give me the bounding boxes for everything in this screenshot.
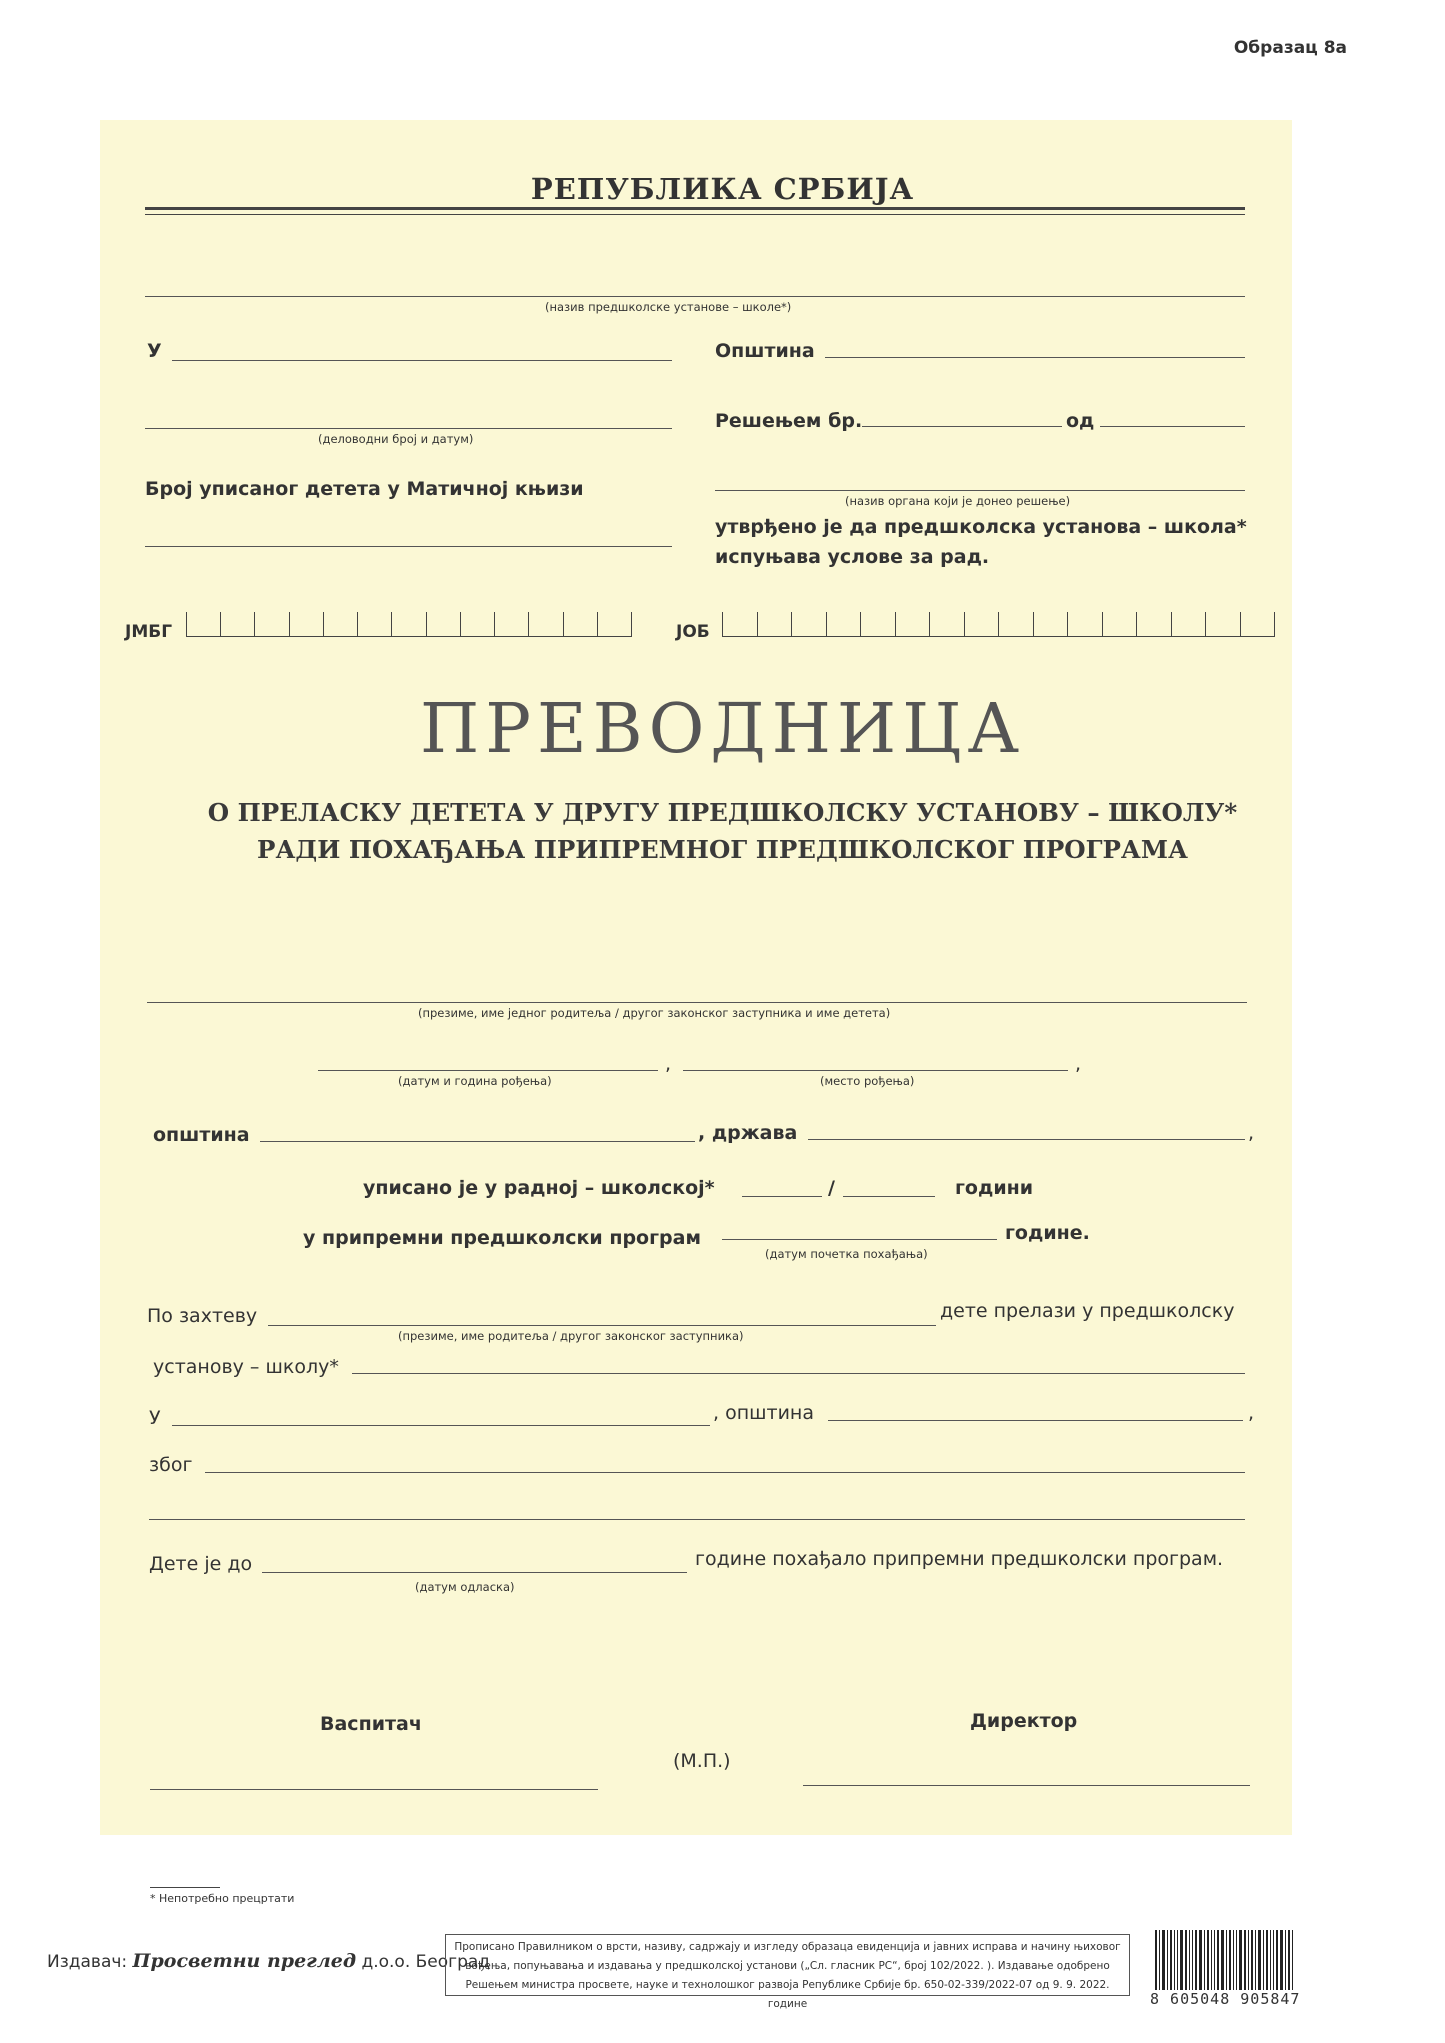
teacher-label: Васпитач <box>320 1713 422 1735</box>
publisher-prefix: Издавач: <box>47 1952 128 1972</box>
decision-label: Решењем бр. <box>715 410 863 432</box>
state-line[interactable] <box>808 1139 1245 1140</box>
registry-label: Број уписаног детета у Матичној књизи <box>145 478 584 500</box>
established-line-1: утврђено је да предшколска установа – школа* <box>715 516 1247 538</box>
director-label: Директор <box>970 1710 1078 1732</box>
decision-date-line[interactable] <box>1100 426 1245 427</box>
subtitle-line-1: О ПРЕЛАСКУ ДЕТЕТА У ДРУГУ ПРЕДШКОЛСКУ УСТАНОВУ – ШКОЛУ* <box>207 798 1238 827</box>
new-municipality-comma: , <box>1248 1402 1255 1424</box>
established-line-2: испуњава услове за рад. <box>715 546 990 568</box>
child-name-line[interactable] <box>147 1002 1247 1003</box>
publisher-suffix: д.о.о. Београд <box>361 1952 491 1972</box>
pob-line[interactable] <box>683 1070 1068 1071</box>
program-start-caption: (датум почетка похађања) <box>765 1247 928 1261</box>
authority-caption: (назив органа који је донео решење) <box>845 494 1071 508</box>
attended-label: Дете је до <box>149 1553 253 1575</box>
job-label: ЈОБ <box>676 622 710 642</box>
reason-label: због <box>149 1454 193 1476</box>
registry-number-line[interactable] <box>145 546 672 547</box>
parent-name-line[interactable] <box>268 1325 936 1326</box>
publisher-logo: Просветни преглед <box>132 1950 357 1972</box>
new-municipality-line[interactable] <box>828 1420 1243 1421</box>
year-slash: / <box>828 1177 835 1199</box>
new-place-line[interactable] <box>172 1425 710 1426</box>
child-municipality-line[interactable] <box>260 1141 695 1142</box>
transfers-label: дете прелази у предшколску <box>940 1300 1235 1322</box>
reason-line-2[interactable] <box>149 1519 1245 1520</box>
new-institution-line[interactable] <box>352 1373 1245 1374</box>
legal-notice-box <box>445 1934 1130 2010</box>
barcode-number: 8 605048 905847 <box>1150 1990 1301 2008</box>
form-number: Образац 8а <box>1233 38 1347 58</box>
parent-caption: (презиме, име родитеља / другог законског заступника) <box>398 1329 744 1343</box>
new-institution-label: установу – школу* <box>153 1356 339 1378</box>
legal-line-3: Решењем министра просвете, науке и технолошког развоја Републике Србије бр. 650-02-339/2022-07 од 9. 9. 2022. године <box>465 1979 1110 2010</box>
municipality-line[interactable] <box>825 357 1245 358</box>
year-label: години <box>955 1177 1034 1199</box>
legal-line-1: Прописано Правилником о врсти, називу, садржају и изгледу образаца евиденција и јавних исправа и начину њиховог <box>454 1941 1121 1953</box>
child-municipality-label: општина <box>153 1124 250 1146</box>
form-sheet <box>100 120 1292 1835</box>
decision-number-line[interactable] <box>862 426 1062 427</box>
dob-comma: , <box>665 1053 672 1075</box>
jmbg-boxes[interactable] <box>186 612 632 637</box>
school-year-to-line[interactable] <box>843 1196 935 1197</box>
child-name-caption: (презиме, име једног родитеља / другог законског заступника и име детета) <box>418 1006 891 1020</box>
years-label: године. <box>1005 1222 1090 1244</box>
pob-caption: (место рођења) <box>820 1074 915 1088</box>
pob-comma: , <box>1075 1053 1082 1075</box>
legal-line-2: вођења, попуњавања и издавања у предшколској установи („Сл. гласник РС“, број 102/2022. ). Издавање одобрено <box>465 1960 1110 1972</box>
authority-line[interactable] <box>715 490 1245 491</box>
state-comma: , <box>1248 1122 1255 1144</box>
publisher <box>47 1950 490 1972</box>
new-municipality-label: , општина <box>713 1402 814 1424</box>
place-line[interactable] <box>172 360 672 361</box>
footnote: * Непотребно прецртати <box>150 1892 295 1905</box>
state-label: , држава <box>698 1122 798 1144</box>
document-title: ПРЕВОДНИЦА <box>419 690 1026 769</box>
school-year-from-line[interactable] <box>742 1196 822 1197</box>
dob-line[interactable] <box>318 1070 658 1071</box>
director-signature-line[interactable] <box>803 1785 1250 1786</box>
request-label: По захтеву <box>147 1305 258 1327</box>
institution-name-line[interactable] <box>145 296 1245 297</box>
footnote-rule <box>150 1887 220 1888</box>
republic-heading: РЕПУБЛИКА СРБИЈА <box>530 172 915 206</box>
program-label: у припремни предшколски програм <box>303 1227 701 1249</box>
reference-caption: (деловодни број и датум) <box>318 432 474 446</box>
subtitle-line-2: РАДИ ПОХАЂАЊА ПРИПРЕМНОГ ПРЕДШКОЛСКОГ ПРОГРАМА <box>257 835 1188 864</box>
municipality-label: Општина <box>715 340 815 362</box>
leave-date-line[interactable] <box>262 1572 687 1573</box>
job-boxes[interactable] <box>722 612 1275 637</box>
attended-suffix: године похађало припремни предшколски програм. <box>695 1548 1224 1570</box>
enrolled-label: уписано је у радној – школској* <box>363 1177 715 1199</box>
in-label: У <box>147 340 162 362</box>
stamp-label: (М.П.) <box>673 1750 731 1772</box>
decision-from-label: од <box>1066 410 1095 432</box>
program-start-line[interactable] <box>722 1239 997 1240</box>
teacher-signature-line[interactable] <box>150 1789 598 1790</box>
header-rule-thin <box>145 214 1245 215</box>
new-place-label: У <box>149 1407 161 1429</box>
reason-line-1[interactable] <box>205 1472 1245 1473</box>
dob-caption: (датум и година рођења) <box>398 1074 552 1088</box>
leave-caption: (датум одласка) <box>415 1580 515 1594</box>
barcode-graphic <box>1155 1930 1350 1990</box>
reference-line[interactable] <box>145 428 672 429</box>
institution-caption: (назив предшколске установе – школе*) <box>545 300 792 314</box>
jmbg-label: ЈМБГ <box>125 622 173 642</box>
header-rule-thick <box>145 207 1245 210</box>
